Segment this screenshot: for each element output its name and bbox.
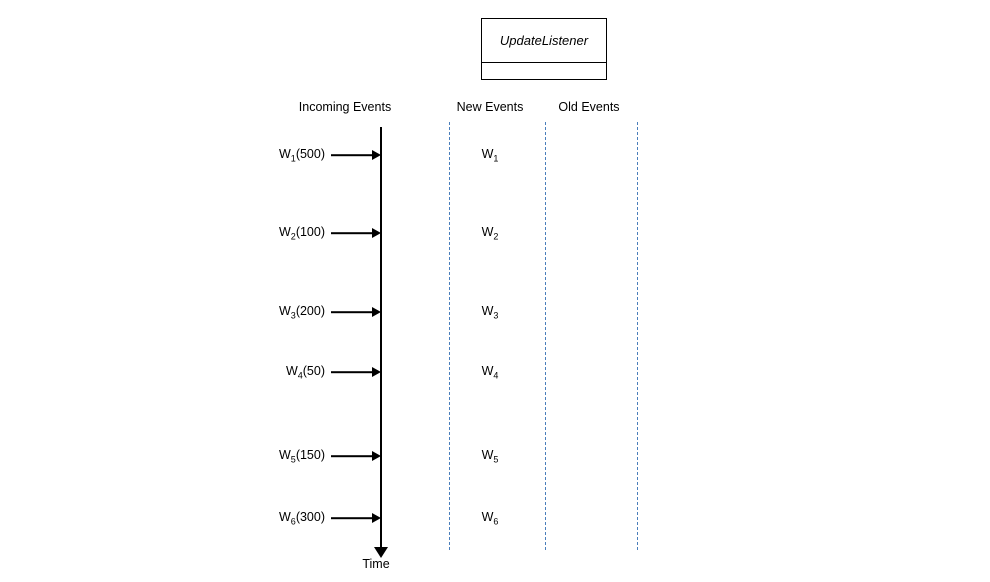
new-event-symbol: W [481, 224, 494, 239]
new-event-symbol: W [481, 303, 494, 318]
incoming-event-index: 4 [297, 370, 303, 381]
new-event-symbol: W [481, 146, 494, 161]
column-header-incoming-events: Incoming Events [298, 100, 392, 114]
new-event-label [460, 225, 520, 242]
new-event-index: 2 [493, 231, 499, 242]
incoming-event-symbol: W [278, 303, 291, 318]
new-event-symbol: W [481, 447, 494, 462]
incoming-event-arrow-line [331, 371, 373, 373]
new-event-index: 3 [493, 310, 499, 321]
incoming-event-arrow-head-icon [372, 228, 381, 238]
update-listener-box [481, 18, 607, 80]
incoming-event-arrow-line [331, 455, 373, 457]
incoming-event-label [200, 364, 325, 381]
incoming-event-symbol: W [285, 363, 298, 378]
new-event-index: 1 [493, 153, 499, 164]
incoming-event-arrow-line [331, 517, 373, 519]
incoming-event-index: 5 [290, 454, 296, 465]
update-listener-body-row [482, 63, 606, 80]
incoming-event-symbol: W [278, 509, 291, 524]
dashed-guide-new-events-right [545, 122, 546, 550]
incoming-event-value: (100) [295, 224, 325, 239]
update-listener-title-row [482, 19, 606, 63]
new-event-label [460, 304, 520, 321]
time-axis-label: Time [362, 557, 390, 571]
new-event-label [460, 448, 520, 465]
new-event-index: 6 [493, 516, 499, 527]
incoming-event-arrow-head-icon [372, 150, 381, 160]
new-event-index: 5 [493, 454, 499, 465]
incoming-event-label [200, 304, 325, 321]
incoming-event-label [200, 225, 325, 242]
incoming-event-value: (50) [302, 363, 325, 378]
incoming-event-label [200, 448, 325, 465]
incoming-event-arrow-head-icon [372, 367, 381, 377]
incoming-event-value: (200) [295, 303, 325, 318]
incoming-event-index: 3 [290, 310, 296, 321]
incoming-event-arrow-head-icon [372, 513, 381, 523]
new-event-label [460, 364, 520, 381]
incoming-event-arrow-line [331, 311, 373, 313]
new-event-label [460, 510, 520, 527]
incoming-event-index: 6 [290, 516, 296, 527]
column-header-old-events: Old Events [558, 100, 620, 114]
incoming-event-index: 1 [290, 153, 296, 164]
new-event-label [460, 147, 520, 164]
incoming-event-value: (150) [295, 447, 325, 462]
column-header-new-events: New Events [456, 100, 524, 114]
incoming-event-arrow-line [331, 154, 373, 156]
dashed-guide-new-events-left [449, 122, 450, 550]
time-axis-line [380, 127, 382, 552]
incoming-event-value: (300) [295, 509, 325, 524]
incoming-event-arrow-head-icon [372, 307, 381, 317]
incoming-event-arrow-head-icon [372, 451, 381, 461]
incoming-event-label [200, 147, 325, 164]
incoming-event-value: (500) [295, 146, 325, 161]
incoming-event-arrow-line [331, 232, 373, 234]
new-event-index: 4 [493, 370, 499, 381]
dashed-guide-old-events-right [637, 122, 638, 550]
incoming-event-index: 2 [290, 231, 296, 242]
incoming-event-label [200, 510, 325, 527]
incoming-event-symbol: W [278, 224, 291, 239]
update-listener-title: UpdateListener [499, 33, 589, 48]
incoming-event-symbol: W [278, 447, 291, 462]
incoming-event-symbol: W [278, 146, 291, 161]
new-event-symbol: W [481, 509, 494, 524]
new-event-symbol: W [481, 363, 494, 378]
